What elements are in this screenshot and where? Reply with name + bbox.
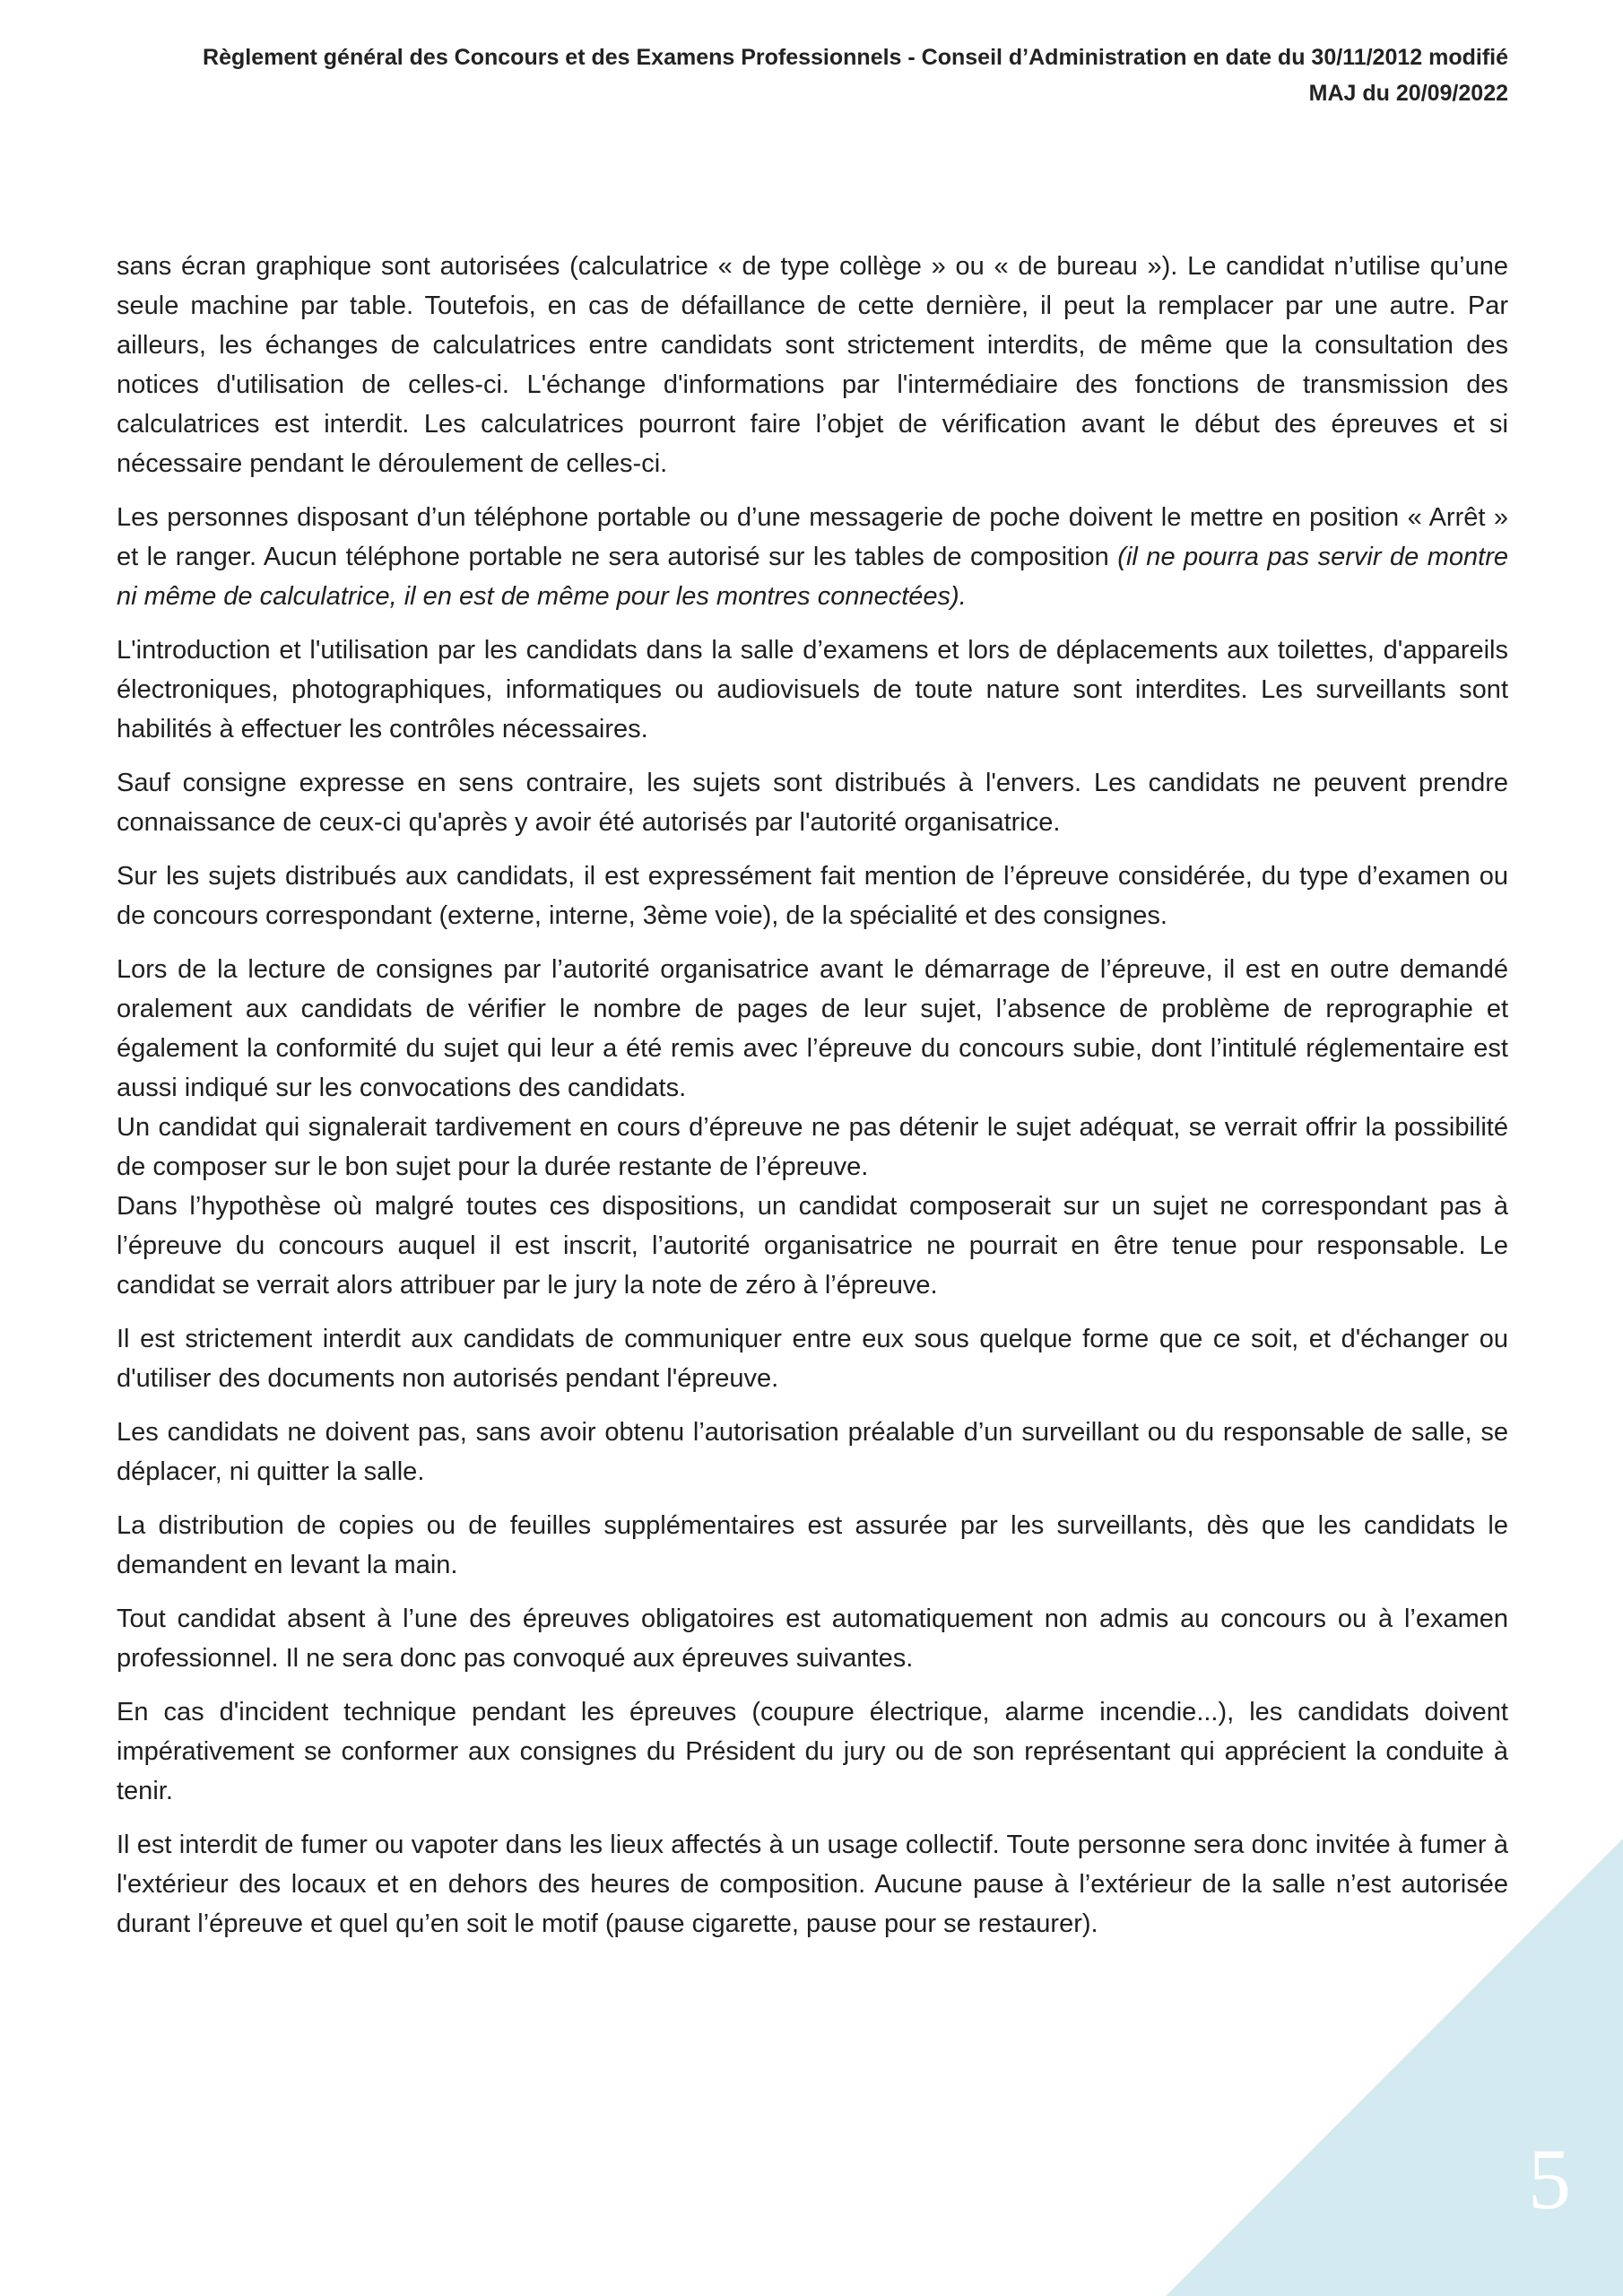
paragraph-phones-italic: (il ne pourra pas servir de montre ni même de calculatrice, il en est de même pour les montres connectées).: [117, 543, 1508, 611]
paragraph-subjects-mention: Sur les sujets distribués aux candidats, il est expressément fait mention de l’épreuve considérée, du type d’examen ou de concours correspondant (externe, interne, 3ème voie), de la spécialité et des consignes.: [117, 862, 1508, 930]
paragraph-phones-text: Les personnes disposant d’un téléphone portable ou d’une messagerie de poche doivent le mettre en position « Arrêt » et le ranger. Aucun téléphone portable ne sera autorisé sur les tables de composition: [117, 503, 1508, 571]
paragraph-smoking: Il est interdit de fumer ou vapoter dans les lieux affectés à un usage collectif. Toute personne sera donc invitée à fumer à l'extérieur des locaux et en dehors des heures de composition. Aucune pause à l’extérieur de la salle n’est autorisée durant l’épreuve et quel qu’en soit le motif (pause cigarette, pause pour se restaurer).: [117, 1831, 1508, 1938]
paragraph-responsibility: Dans l’hypothèse où malgré toutes ces dispositions, un candidat composerait sur un sujet ne correspondant pas à l’épreuve du concours auquel il est inscrit, l’autorité organisatrice ne pourrait en être tenue pour responsable. Le candidat se verrait alors attribuer par le jury la note de zéro à l’épreuve.: [117, 1192, 1508, 1300]
paragraph-copies: La distribution de copies ou de feuilles supplémentaires est assurée par les surveillants, dès que les candidats le demandent en levant la main.: [117, 1511, 1508, 1579]
paragraph-devices: L'introduction et l'utilisation par les candidats dans la salle d’examens et lors de déplacements aux toilettes, d'appareils électroniques, photographiques, informatiques ou audiovisuels de toute nature sont interdites. Les surveillants sont habilités à effectuer les contrôles nécessaires.: [117, 636, 1508, 744]
paragraph-incident: En cas d'incident technique pendant les épreuves (coupure électrique, alarme incendie...), les candidats doivent impérativement se conformer aux consignes du Président du jury ou de son représentant qui apprécient la conduite à tenir.: [117, 1698, 1508, 1805]
page-number: 5: [1528, 2131, 1571, 2227]
document-body: [117, 247, 1508, 1958]
paragraph-communication: Il est strictement interdit aux candidats de communiquer entre eux sous quelque forme que ce soit, et d'échanger ou d'utiliser des documents non autorisés pendant l'épreuve.: [117, 1325, 1508, 1393]
paragraph-subjects-distribution: Sauf consigne expresse en sens contraire, les sujets sont distribués à l'envers. Les candidats ne peuvent prendre connaissance de ceux-ci qu'après y avoir été autorisés par l'autorité organisatrice.: [117, 769, 1508, 837]
paragraph-calculators: sans écran graphique sont autorisées (calculatrice « de type collège » ou « de bureau »). Le candidat n’utilise qu’une seule machine par table. Toutefois, en cas de défaillance de cette dernière, il peut la remplacer par une autre. Par ailleurs, les échanges de calculatrices entre candidats sont strictement interdits, de même que la consultation des notices d'utilisation de celles-ci. L'échange d'informations par l'intermédiaire des fonctions de transmission des calculatrices est interdit. Les calculatrices pourront faire l’objet de vérification avant le début des épreuves et si nécessaire pendant le déroulement de celles-ci.: [117, 252, 1508, 478]
header-title: Règlement général des Concours et des Examens Professionnels - Conseil d’Administration en date du 30/11/2012 modifié: [203, 45, 1508, 70]
paragraph-leaving-room: Les candidats ne doivent pas, sans avoir obtenu l’autorisation préalable d’un surveillant ou du responsable de salle, se déplacer, ni quitter la salle.: [117, 1418, 1508, 1486]
page-header: [117, 39, 1508, 111]
paragraph-wrong-subject: Un candidat qui signalerait tardivement en cours d’épreuve ne pas détenir le sujet adéquat, se verrait offrir la possibilité de composer sur le bon sujet pour la durée restante de l’épreuve.: [117, 1113, 1508, 1181]
header-update-date: MAJ du 20/09/2022: [1308, 81, 1508, 106]
paragraph-instructions-reading: Lors de la lecture de consignes par l’autorité organisatrice avant le démarrage de l’épreuve, il est en outre demandé oralement aux candidats de vérifier le nombre de pages de leur sujet, l’absence de problème de reprographie et également la conformité du sujet qui leur a été remis avec l’épreuve du concours subie, dont l’intitulé réglementaire est aussi indiqué sur les convocations des candidats.: [117, 955, 1508, 1102]
paragraph-phones: [117, 498, 1508, 616]
corner-triangle-decoration: [1166, 1839, 1623, 2296]
paragraph-absence: Tout candidat absent à l’une des épreuves obligatoires est automatiquement non admis au concours ou à l’examen professionnel. Il ne sera donc pas convoqué aux épreuves suivantes.: [117, 1605, 1508, 1673]
